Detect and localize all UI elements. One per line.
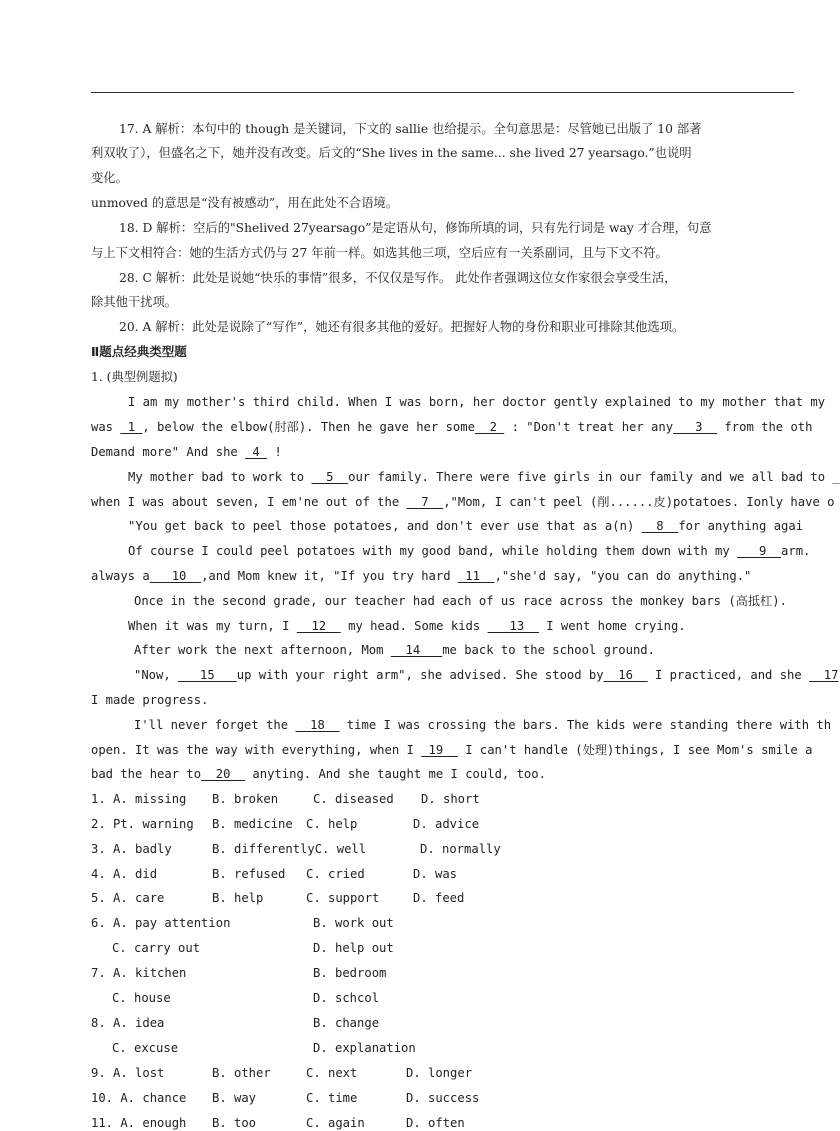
blank-16: 16 — [603, 668, 648, 682]
blank-9: 9 — [737, 544, 782, 558]
section-title: Ⅱ题点经典类型题 — [91, 344, 187, 359]
answer-20-line-1: 20. A 解析：此处是说除了“写作”，她还有很多其他的爱好。把握好人物的身份和职业可排除其他选项。 — [119, 320, 685, 334]
passage-line: After work the next afternoon, Mom 14 me back to the school ground. — [134, 643, 655, 657]
blank-11: 11 — [457, 569, 495, 583]
blank-7: 7 — [406, 495, 444, 509]
blank-19: 19 — [421, 743, 458, 757]
passage-line: I made progress. — [91, 693, 209, 707]
blank-8: 8 — [641, 519, 679, 533]
question-label: 1. (典型例题拟) — [91, 370, 178, 384]
passage-line: Once in the second grade, our teacher had each of us race across the monkey bars (高抵杠). — [134, 594, 787, 608]
blank-12: 12 — [296, 619, 341, 633]
passage-line: "You get back to peel those potatoes, and don't ever use that as a(n) 8 for anything agai — [128, 519, 804, 533]
answer-28-line-1: 28. C 解析：此处是说她“快乐的事情”很多，不仅仅是写作。 此处作者强调这位女作家很会享受生活， — [119, 271, 677, 285]
header-rule — [91, 92, 794, 93]
answer-17-line-1: 17. A 解析：本句中的 though 是关键词，下文的 sallie 也给提示。全句意思是：尽管她已出版了 10 部著 — [119, 122, 702, 136]
answer-17-line-4: unmoved 的意思是“没有被感动”，用在此处不合语境。 — [91, 196, 399, 210]
passage-line: open. It was the way with everything, when I 19 I can't handle (处理)things, I see Mom's smile a — [91, 743, 813, 757]
blank-1: 1 — [120, 420, 143, 434]
passage-line: My mother bad to work to 5 our family. There were five girls in our family and we all bad to _ — [128, 470, 840, 484]
blank-4: 4 — [245, 445, 268, 459]
blank-14: 14 — [390, 643, 443, 657]
blank-10: 10 — [149, 569, 202, 583]
passage-line: bad the hear to 20 anyting. And she taught me I could, too. — [91, 767, 546, 781]
passage-line: Demand more" And she 4 ! — [91, 445, 282, 459]
passage-line: "Now, 15 up with your right arm", she advised. She stood by 16 I practiced, and she 17 — [134, 668, 839, 682]
blank-18: 18 — [295, 718, 340, 732]
answer-18-line-2: 与上下文相符合：她的生活方式仍与 27 年前一样。如选其他三项，空后应有一关系副词，且与下文不符。 — [91, 246, 668, 260]
blank-20: 20 — [201, 767, 246, 781]
answer-17-line-2: 利双收了），但盛名之下，她并没有改变。后文的“She lives in the same... she lived 27 yearsago.”也说明 — [91, 146, 692, 160]
blank-3: 3 — [673, 420, 718, 434]
passage-line: Of course I could peel potatoes with my good band, while holding them down with my 9 arm. — [128, 544, 811, 558]
blank-17: 17 — [809, 668, 839, 682]
blank-15: 15 — [178, 668, 237, 682]
passage-line: I am my mother's third child. When I was born, her doctor gently explained to my mother that my — [128, 395, 826, 409]
passage-line: When it was my turn, I 12 my head. Some kids 13 I went home crying. — [128, 619, 686, 633]
blank-13: 13 — [487, 619, 539, 633]
answer-18-line-1: 18. D 解析：空后的"Shelived 27yearsago”是定语从句，修饰所填的词，只有先行词是 way 才合理，句意 — [119, 221, 712, 235]
passage-line: when I was about seven, I em'ne out of the 7 ,"Mom, I can't peel (削......皮)potatoes. Ionly have o — [91, 495, 835, 509]
passage-line: I'll never forget the 18 time I was crossing the bars. The kids were standing there with th — [134, 718, 832, 732]
answer-17-line-3: 变化。 — [91, 171, 128, 185]
passage-line: always a 10 ,and Mom knew it, "If you try hard 11 ,"she'd say, "you can do anything." — [91, 569, 752, 583]
answer-28-line-2: 除其他干扰项。 — [91, 295, 178, 309]
blank-2: 2 — [474, 420, 505, 434]
blank-5: 5 — [311, 470, 349, 484]
passage-line: was 1 , below the elbow(肘部). Then he gave her some 2 : "Don't treat her any 3 from the oth — [91, 420, 813, 434]
